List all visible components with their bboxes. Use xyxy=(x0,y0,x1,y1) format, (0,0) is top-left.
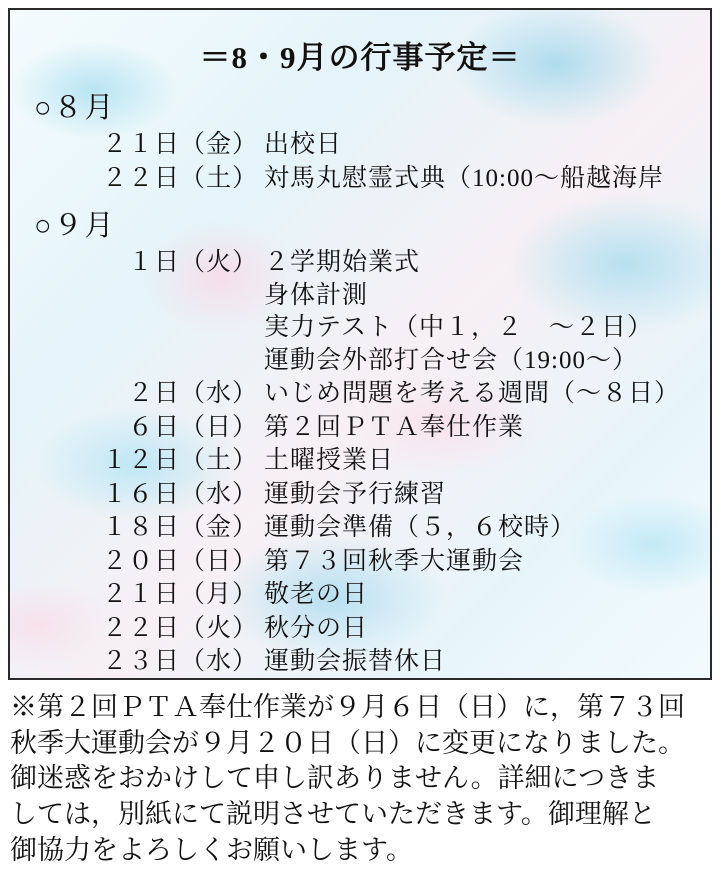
row-events xyxy=(258,129,710,161)
schedule-row xyxy=(10,578,710,612)
row-dow: （金） xyxy=(180,131,259,158)
event-text: 身体計測 xyxy=(264,281,369,309)
event-text: 第２回ＰＴＡ奉仕作業 xyxy=(264,413,525,441)
notice-line: 御協力をよろしくお願いします。 xyxy=(10,834,413,865)
row-date: ２１日 xyxy=(101,131,180,158)
newsletter-page xyxy=(0,8,720,884)
row-dow: （水） xyxy=(180,648,259,675)
schedule-row xyxy=(10,444,710,478)
event-text: 実力テスト（中１，２ 〜２日） xyxy=(264,314,654,341)
row-date: ２３日 xyxy=(101,648,180,675)
row-date: ２０日 xyxy=(101,547,180,575)
schedule-row xyxy=(10,162,710,196)
event-text: 対馬丸慰霊式典（10:00〜船越海岸 xyxy=(264,164,664,192)
event-text: 秋分の日 xyxy=(264,614,369,642)
row-dow: （月） xyxy=(180,581,259,608)
row-events xyxy=(258,479,710,511)
schedule-row xyxy=(10,246,710,377)
schedule-row xyxy=(10,411,710,445)
row-events xyxy=(258,445,710,477)
event-text: 敬老の日 xyxy=(264,581,369,608)
event-text: 土曜授業日 xyxy=(264,447,395,474)
event-text: 運動会外部打合せ会（19:00〜） xyxy=(264,346,638,374)
notice-paragraph xyxy=(10,690,714,868)
schedule-row xyxy=(10,478,710,512)
august-rows xyxy=(10,128,710,195)
schedule-row xyxy=(10,511,710,545)
row-dow: （日） xyxy=(180,413,259,441)
row-dow: （火） xyxy=(180,249,259,276)
event-text: 運動会準備（５，６校時） xyxy=(264,514,577,541)
event-text: 運動会振替休日 xyxy=(264,648,447,675)
schedule-row xyxy=(10,377,710,411)
row-date: ２日 xyxy=(127,380,180,407)
event-text: ２学期始業式 xyxy=(264,249,421,276)
schedule-row xyxy=(10,645,710,679)
notice-line: 秋季大運動会が９月２０日（日）に変更になりました。 xyxy=(10,727,685,758)
schedule-row xyxy=(10,679,710,681)
event-text: 運動会予行練習 xyxy=(264,480,447,508)
row-events xyxy=(258,247,710,376)
row-events xyxy=(258,613,710,645)
row-events xyxy=(258,378,710,410)
schedule-row xyxy=(10,545,710,579)
schedule-title: ＝8・9月の行事予定＝ xyxy=(199,40,521,75)
schedule-row xyxy=(10,128,710,162)
row-date: ２１日 xyxy=(101,581,180,608)
row-events xyxy=(258,646,710,678)
notice-line: ※第２回ＰＴＡ奉仕作業が９月６日（日）に，第７３回 xyxy=(10,692,685,722)
event-text: 出校日 xyxy=(264,131,343,158)
row-dow: （水） xyxy=(180,480,259,508)
notice-line: しては，別紙にて説明させていただきます。御理解と xyxy=(10,798,656,829)
row-dow: （火） xyxy=(180,614,259,642)
notice-line: 御迷惑をおかけして申し訳ありません。詳細につきま xyxy=(10,763,660,794)
row-date: １日 xyxy=(127,249,180,276)
row-events xyxy=(258,579,710,611)
row-date: １２日 xyxy=(101,447,180,474)
row-date: １６日 xyxy=(101,480,180,508)
row-events xyxy=(258,512,710,544)
row-events xyxy=(258,163,710,195)
row-date: ２２日 xyxy=(101,614,180,642)
event-text: いじめ問題を考える週間（〜８日） xyxy=(264,380,681,407)
row-events xyxy=(258,412,710,444)
row-dow: （金） xyxy=(180,514,259,541)
row-events xyxy=(258,546,710,578)
row-dow: （水） xyxy=(180,380,259,407)
row-dow: （土） xyxy=(180,164,259,192)
row-dow: （土） xyxy=(180,447,259,474)
row-date: ２２日 xyxy=(101,164,180,192)
month-heading-august: ○８月 xyxy=(34,92,116,124)
row-date: １８日 xyxy=(101,514,180,541)
row-dow: （日） xyxy=(180,547,259,575)
row-date: ６日 xyxy=(127,413,180,441)
schedule-row xyxy=(10,612,710,646)
event-text: 第７３回秋季大運動会 xyxy=(264,547,525,575)
month-heading-september: ○９月 xyxy=(34,210,116,242)
september-rows xyxy=(10,246,710,680)
schedule-panel xyxy=(8,8,712,680)
